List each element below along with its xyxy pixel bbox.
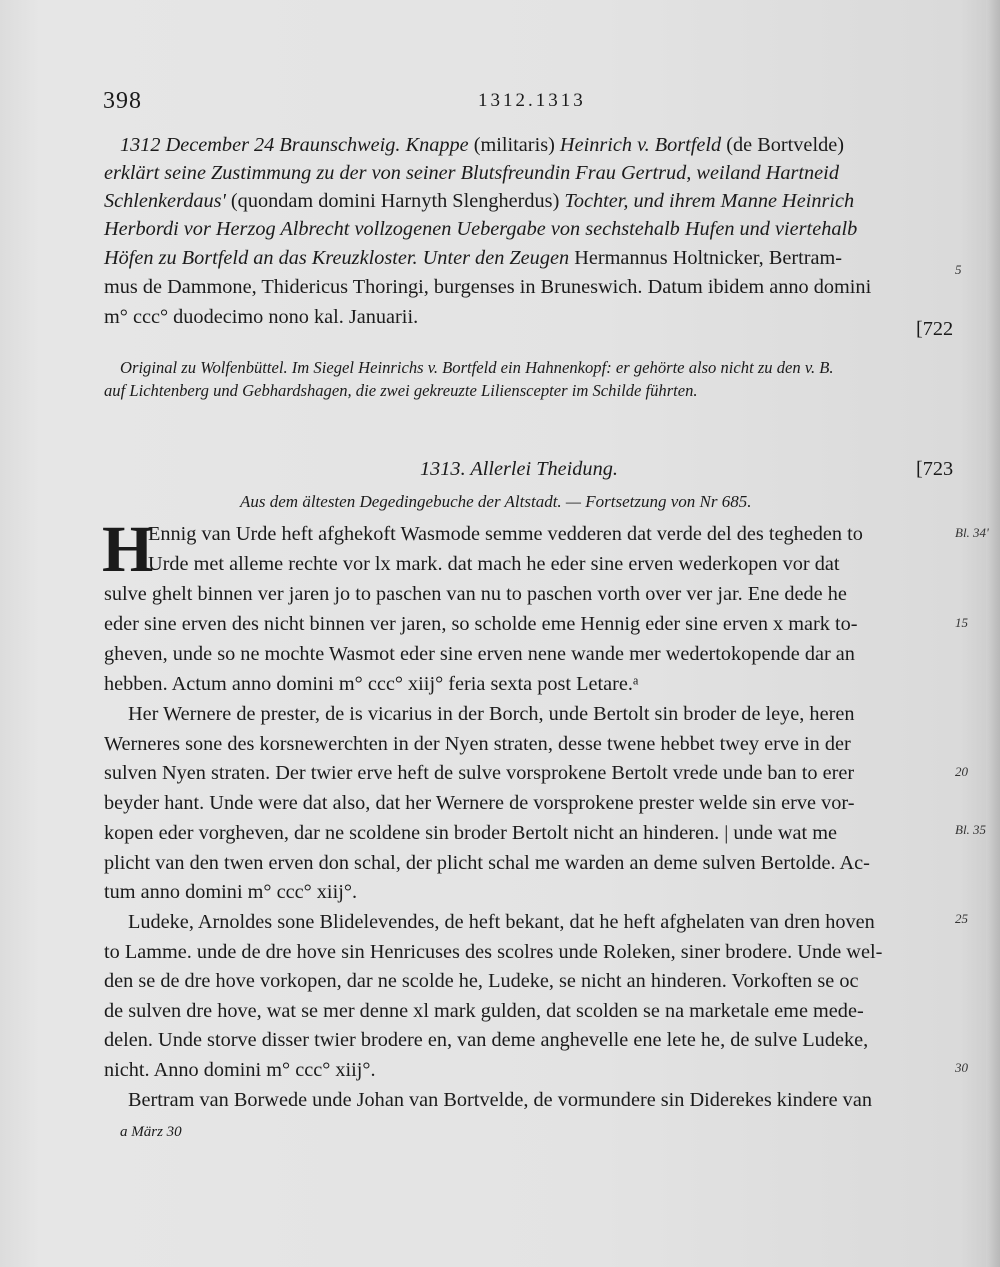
line-number-25: 25 [955,911,968,926]
entry-number-722: [722 [916,318,954,340]
note-line-1: Original zu Wolfenbüttel. Im Siegel Heinrichs v. Bortfeld ein Hahnenkopf: er gehörte also nicht zu den v. B. [120,358,834,377]
line-number-20: 20 [955,764,968,779]
running-head: 1312.1313 [478,90,586,111]
entry-723-line: hebben. Actum anno domini m° ccc° xiij° feria sexta post Letare.ᵃ [104,673,639,695]
entry-722-line [104,190,854,213]
entry-title-723: 1313. Allerlei Theidung. [420,458,618,480]
entry-722-line [104,306,418,329]
entry-723-line: den se de dre hove vorkopen, dar ne scolde he, Ludeke, se nicht an hinderen. Vorkoften se oc [104,970,859,992]
folio-mark-35: Bl. 35 [955,822,987,837]
text-segment: Schlenkerdaus' [104,190,226,212]
entry-723-line: beyder hant. Unde were dat also, dat her Wernere de vorsprokene prester welde sin erve vor- [104,792,855,814]
entry-722-line [120,134,844,157]
entry-723-line: sulve ghelt binnen ver jaren jo to paschen van nu to paschen vorth over ver jar. Ene dede he [104,583,847,605]
text-segment: mus de Dammone, Thidericus Thoringi, burgenses in Bruneswich. Datum ibidem anno domini [104,276,872,298]
text-segment: Höfen zu Bortfeld an das Kreuzkloster. Unter den Zeugen [104,247,570,269]
text-segment: Heinrich v. Bortfeld [559,134,722,156]
entry-number-723: [723 [916,458,954,480]
note-line-2: auf Lichtenberg und Gebhardshagen, die zwei gekreuzte Lilienscepter im Schilde führten. [104,381,698,400]
entry-723-line: delen. Unde storve disser twier brodere en, van deme anghevelle ene lete he, de sulve Ludeke, [104,1029,869,1051]
entry-723-line: tum anno domini m° ccc° xiij°. [104,881,358,903]
folio-mark-34: Bl. 34' [955,525,989,540]
entry-722-line [104,276,871,299]
entry-723-line: de sulven dre hove, wat se mer denne xl mark gulden, dat scolden se na marketale eme mede- [104,1000,864,1022]
footnote: a März 30 [120,1124,182,1140]
entry-723-line: kopen eder vorgheven, dar ne scoldene sin broder Bertolt nicht an hinderen. | unde wat me [104,822,838,844]
text-segment: (quondam domini Harnyth Slengherdus) [225,190,565,212]
entry-723-line: eder sine erven des nicht binnen ver jaren, so scholde eme Hennig eder sine erven x mark to- [104,613,858,635]
entry-723-line: Urde met alleme rechte vor lx mark. dat mach he eder sine erven wederkopen vor dat [148,553,840,575]
entry-723-line: gheven, unde so ne mochte Wasmot eder sine erven nene wande mer wedertokopende dar an [104,643,855,665]
entry-722-line [104,247,842,270]
entry-723-line: plicht van den twen erven don schal, der plicht schal me warden an deme sulven Bertolde. Ac- [104,852,870,874]
text-segment: 1312 December 24 Braunschweig. Knappe [120,134,469,156]
entry-723-line: Her Wernere de prester, de is vicarius in der Borch, unde Bertolt sin broder de leye, heren [128,703,855,725]
line-number-15: 15 [955,615,968,630]
entry-723-line: Ennig van Urde heft afghekoft Wasmode semme vedderen dat verde del des tegheden to [148,523,863,545]
entry-723-line: nicht. Anno domini m° ccc° xiij°. [104,1059,376,1081]
text-segment: (de Bortvelde) [721,134,844,156]
entry-723-line: to Lamme. unde de dre hove sin Henricuses des scolres unde Roleken, siner brodere. Unde wel- [104,941,883,963]
drop-cap: H [102,513,154,586]
text-segment: Hermannus Holtnicker, Bertram- [569,247,843,269]
line-number-5: 5 [955,262,962,277]
entry-723-line: sulven Nyen straten. Der twier erve heft de sulve vorsprokene Bertolt vrede unde ban to erer [104,762,855,784]
text-segment: erklärt seine Zustimmung zu der von seiner Blutsfreundin Frau Gertrud, weiland Hartneid [104,162,839,184]
entry-723-line: Werneres sone des korsnewerchten in der Nyen straten, desse twene hebbet twey erve in der [104,733,851,755]
line-number-30: 30 [955,1060,968,1075]
entry-723-line: Bertram van Borwede unde Johan van Bortvelde, de vormundere sin Diderekes kindere van [128,1089,872,1111]
page-edge-shadow [986,0,1000,1267]
entry-722-line [104,218,857,241]
source-note: Aus dem ältesten Degedingebuche der Altstadt. — Fortsetzung von Nr 685. [240,492,752,511]
text-segment: Herbordi vor Herzog Albrecht vollzogenen Uebergabe von sechstehalb Hufen und viertehalb [104,218,858,240]
text-segment: Tochter, und ihrem Manne Heinrich [564,190,855,212]
page-number: 398 [103,88,142,114]
text-segment: m° ccc° duodecimo nono kal. Januarii. [104,306,419,328]
text-segment: (militaris) [468,134,560,156]
entry-723-line: Ludeke, Arnoldes sone Blidelevendes, de heft bekant, dat he heft afghelaten van dren hoven [128,911,875,933]
entry-722-line [104,162,839,185]
